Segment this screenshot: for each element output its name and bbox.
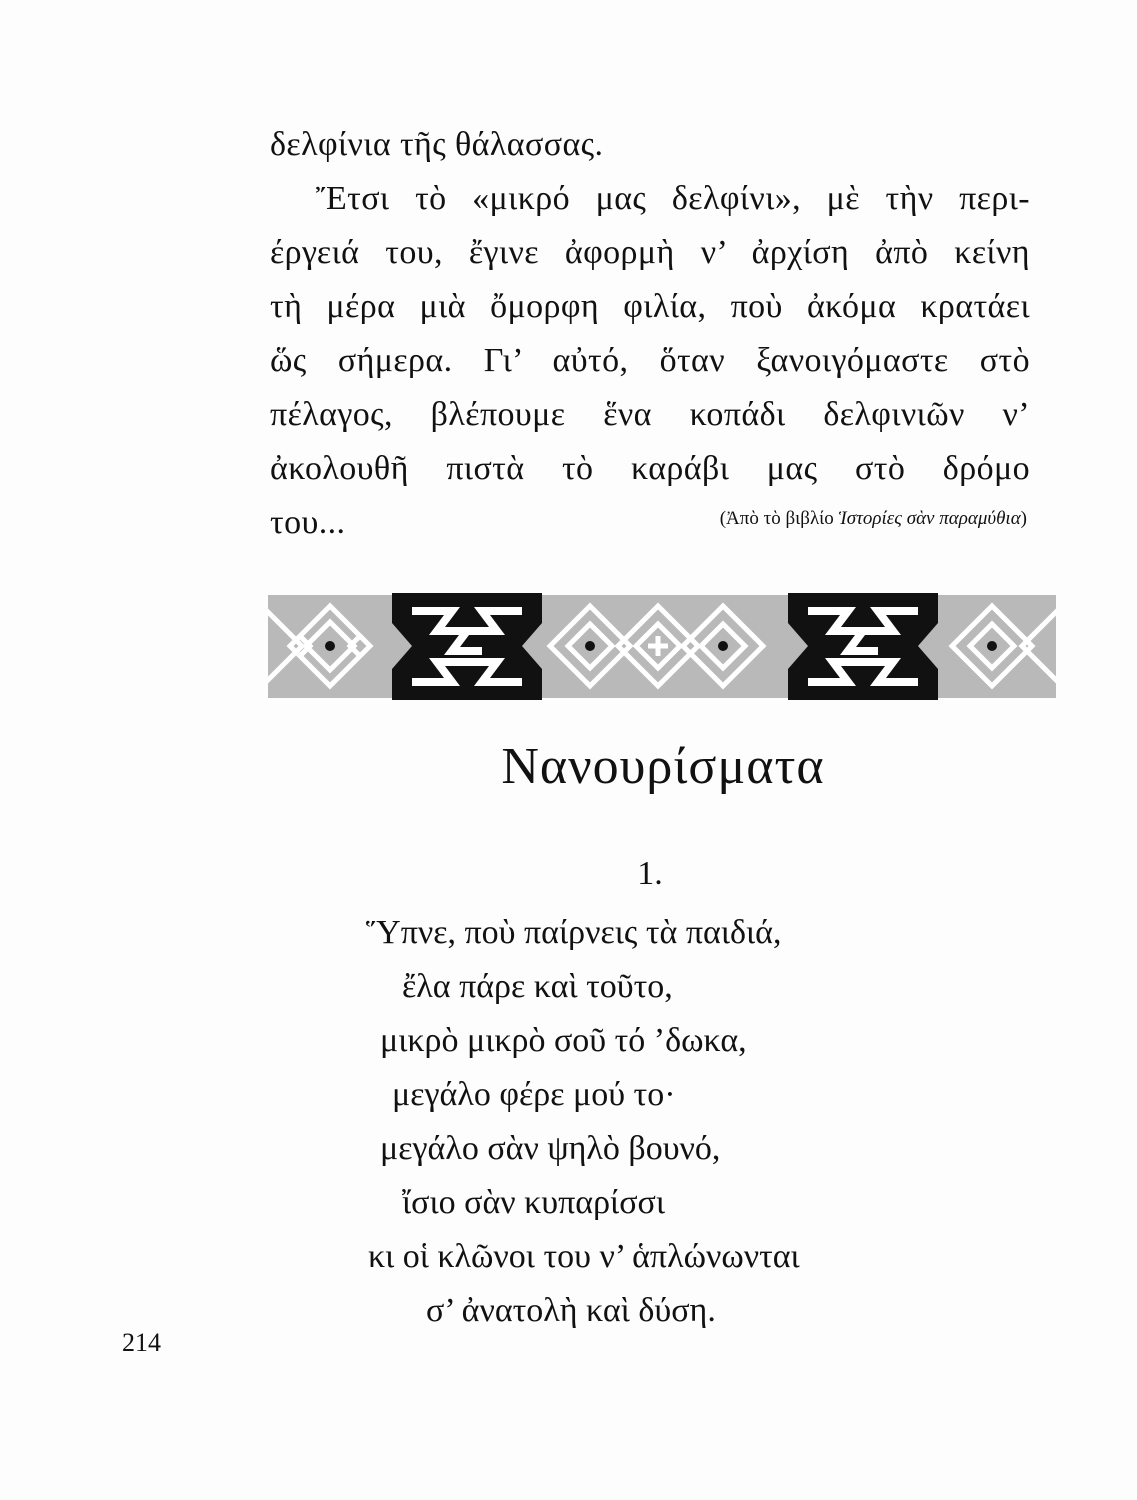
- poem-verse: μικρὸ μικρὸ σοῦ τό ’δωκα,: [380, 1022, 747, 1059]
- section-heading: Νανουρίσματα: [501, 738, 825, 795]
- poem-verse: ἔλα πάρε καὶ τοῦτο,: [402, 968, 673, 1005]
- prose-line: Ἔτσι τὸ «μικρό μας δελφίνι», μὲ τὴν περι-: [316, 180, 1030, 217]
- poem-verse: μεγάλο σὰν ψηλὸ βουνό,: [380, 1130, 721, 1167]
- prose-line: έργειά του, ἔγινε ἀφορμὴ ν’ ἀρχίση ἀπὸ κείνη: [270, 234, 1030, 271]
- page-number: 214: [122, 1328, 161, 1357]
- poem-verse: Ὕπνε, ποὺ παίρνεις τὰ παιδιά,: [366, 914, 782, 951]
- citation-suffix: ): [1020, 508, 1027, 529]
- prose-line: του...: [270, 504, 346, 541]
- poem-verse: μεγάλο φέρε μού το·: [392, 1076, 676, 1113]
- prose-line: ἀκολουθῆ πιστὰ τὸ καράβι μας στὸ δρόμο: [270, 450, 1030, 487]
- lullaby-poem: [300, 906, 1000, 1338]
- source-citation: [720, 508, 1027, 530]
- prose-line: τὴ μέρα μιὰ ὄμορφη φιλία, ποὺ ἀκόμα κρατάει: [270, 288, 1030, 325]
- dark-block-motif: [392, 593, 542, 700]
- ornamental-border: [268, 593, 1056, 700]
- prose-line: δελφίνια τῆς θάλασσας.: [270, 126, 604, 163]
- poem-verse: σ’ ἀνατολὴ καὶ δύση.: [426, 1292, 716, 1329]
- prose-line: πέλαγος, βλέπουμε ἕνα κοπάδι δελφινιῶν ν’: [270, 396, 1030, 433]
- poem-verse: κι οἱ κλῶνοι του ν’ ἁπλώνωνται: [368, 1238, 800, 1275]
- prose-paragraph: [270, 118, 1030, 550]
- poem-verse: ἴσιο σὰν κυπαρίσσι: [402, 1184, 666, 1221]
- citation-prefix: (Ἀπὸ τὸ βιβλίο: [719, 508, 839, 529]
- poem-number: 1.: [637, 855, 663, 892]
- dark-block-motif: [788, 593, 938, 700]
- citation-book-title: Ἱστορίες σὰν παραμύθια: [838, 508, 1021, 529]
- prose-line: ὥς σήμερα. Γι’ αὐτό, ὅταν ξανοιγόμαστε στὸ: [270, 342, 1030, 379]
